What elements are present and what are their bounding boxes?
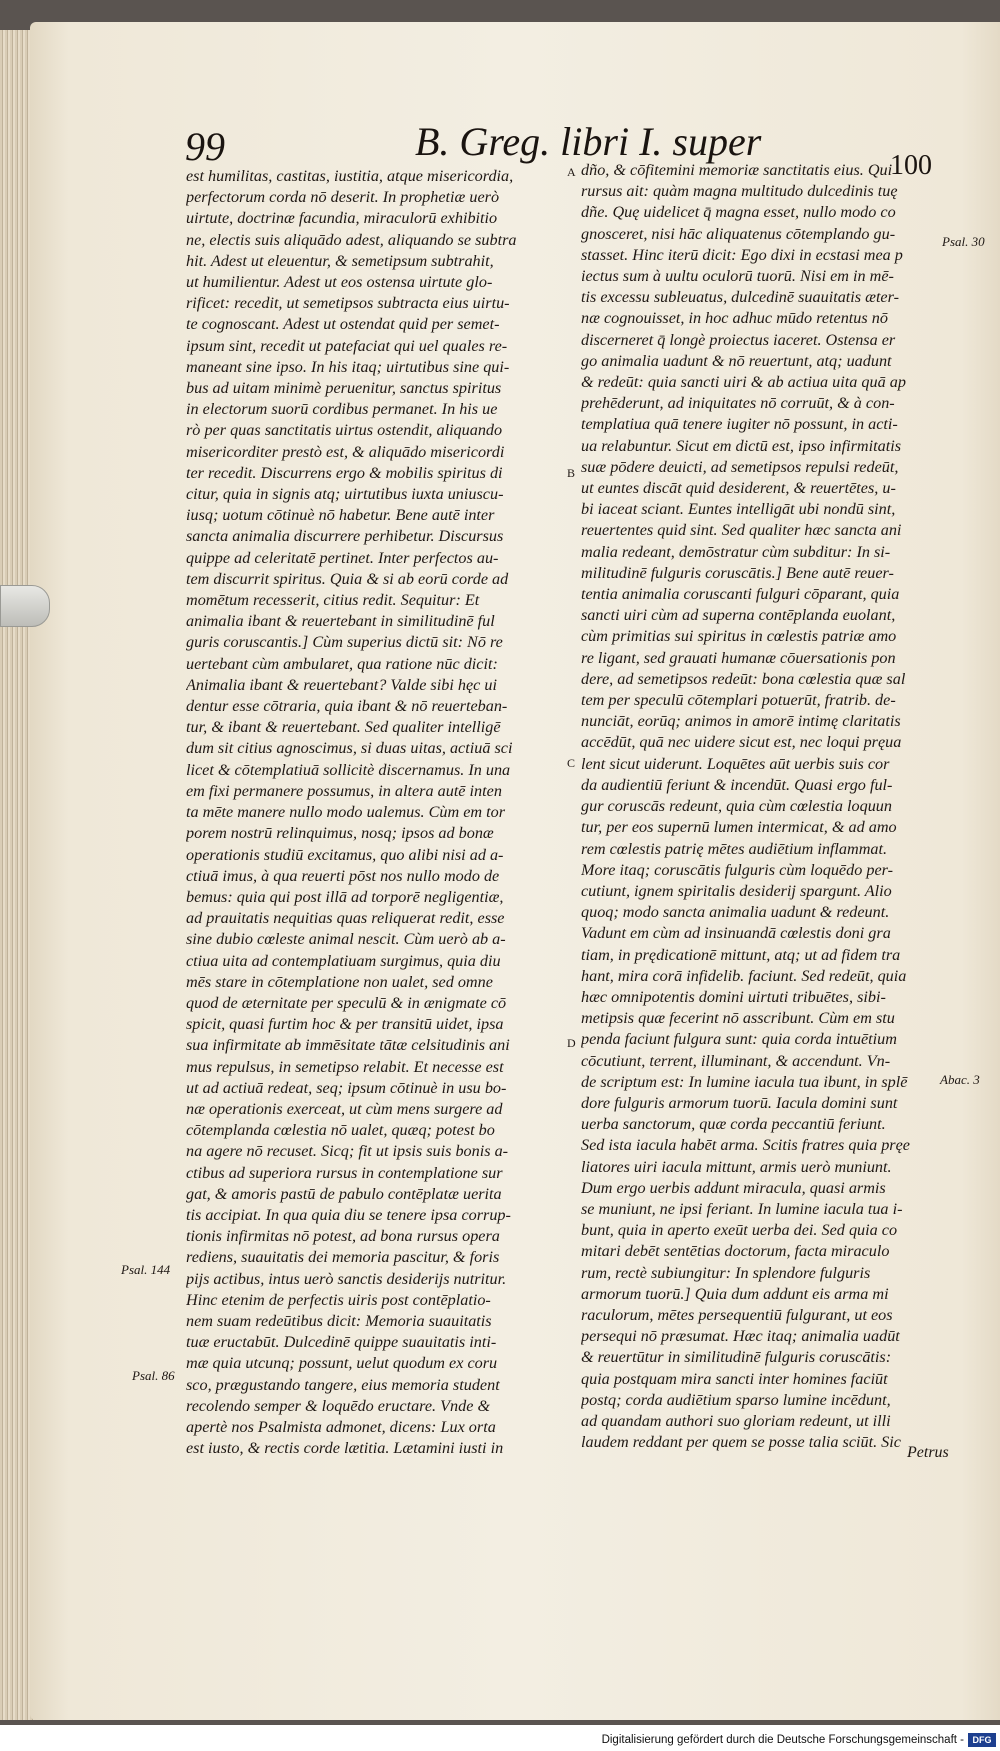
left-column-line: citur, quia in signis atq; uirtutibus iuxta uniuscu- — [186, 485, 504, 504]
right-column-line: dñe. Quę uidelicet q̄ magna esset, nullo modo co — [581, 203, 896, 222]
left-column-line: pijs actibus, intus uerò sanctis desiderijs nutritur. — [186, 1269, 507, 1288]
right-column-line: & redeūt: quia sancti uiri & ab actiua uita quā ap — [581, 373, 906, 392]
left-column-line: mæ quia utcunq; possunt, uelut quodum ex coru — [186, 1354, 498, 1373]
left-column-line: guris coruscantis.] Cùm superius dictū sit: Nō re — [186, 633, 503, 652]
left-column-line: ad prauitatis nequitias quas reliquerat redit, esse — [186, 909, 505, 928]
section-letter-d: D — [567, 1036, 576, 1050]
left-column-line: tionis infirmitas nō potest, ad bona rursus opera — [186, 1227, 500, 1246]
right-column-line: tiam, in prędicationē mittunt, atq; ut ad fidem tra — [581, 945, 901, 964]
left-column-line: sine dubio cœleste animal nescit. Cùm uerò ab a- — [186, 930, 506, 949]
right-column-line: malia redeant, demōstratur cùm subditur: In si- — [581, 542, 891, 561]
left-column-line: uirtute, doctrinæ facundia, miraculorū exhibitio — [186, 209, 498, 228]
right-column-line: go animalia uadunt & nō reuertunt, atq; uadunt — [581, 351, 892, 370]
right-column-line: templatiua quā tenere iugiter nō possunt, in acti- — [581, 415, 898, 434]
left-column-line: rò per quas sanctitatis uirtus ostendit, aliquando — [186, 421, 503, 440]
right-text-column — [581, 160, 937, 1453]
left-column-line: ut humilientur. Adest ut eos ostensa uirtute glo- — [186, 273, 493, 292]
right-column-line: sancti uiri cùm ad superna contēplanda euolant, — [581, 606, 896, 625]
left-column-line: uertebant cùm ambularet, qua ratione nūc dicit: — [186, 654, 498, 673]
right-column-line: More itaq; coruscātis fulguris cùm loquēdo per- — [581, 860, 893, 879]
left-column-line: spicit, quasi furtim hoc & per transitū uidet, ipsa — [186, 1015, 504, 1034]
left-column-line: in electorum suorū cordibus permanet. In his ue — [186, 400, 498, 419]
left-column-line: quod de æternitate per speculū & in ænigmate cō — [186, 993, 507, 1012]
right-column-line: lent sicut uiderunt. Loquētes aūt uerbis suis cor — [581, 754, 890, 773]
left-column-line: ut ad actiuā redeat, seq; ipsum cōtinuè in usu bo- — [186, 1078, 507, 1097]
section-letter-b: B — [567, 466, 576, 480]
right-column-line: ua relabuntur. Sicut em dictū est, ipso infirmitatis — [581, 436, 901, 455]
left-column-line: ne, electis suis aliquādo adest, aliquando se subtra — [186, 230, 517, 249]
left-column-line: rificet: recedit, ut semetipsos subtracta eius uirtu- — [186, 294, 510, 313]
right-column-line: cùm primitias sui spiritus in cœlestis patriæ amo — [581, 627, 897, 646]
right-column-line: laudem reddant per quem se posse talia sciūt. Sic — [581, 1433, 901, 1452]
margin-note-abac3: Abac. 3 — [940, 1072, 980, 1087]
left-column-line: tuæ eructabūt. Dulcedinē quippe suauitatis inti- — [186, 1333, 497, 1352]
section-letter-a: A — [567, 165, 576, 179]
left-column-line: tur, & ibant & reuertebant. Sed qualiter intelligē — [186, 718, 501, 737]
right-column-line: tis excessu subleuatus, dulcedinē suauitatis æter- — [581, 288, 899, 307]
right-column-line: gur coruscās redeunt, quia cùm cœlestia loquun — [581, 797, 892, 816]
right-column-line: persequi nō præsumat. Hæc itaq; animalia uadūt — [581, 1327, 900, 1346]
left-column-line: animalia ibant & reuertebant in similitudinē ful — [186, 612, 495, 631]
left-column-line: apertè nos Psalmista admonet, dicens: Lux orta — [186, 1417, 496, 1436]
right-column-line: cutiunt, ignem spiritalis desiderij spargunt. Alio — [581, 881, 892, 900]
right-column-line: uerba sanctorum, quæ corda peccantiū feriunt. — [581, 1115, 886, 1134]
left-column-line: maneant sine ipso. In his itaq; uirtutibus sine qui- — [186, 357, 510, 376]
left-column-line: rediens, suauitatis dei memoria pascitur, & foris — [186, 1248, 500, 1267]
right-column-line: quoq; modo sancta animalia uadunt & redeunt. — [581, 903, 890, 922]
right-column-line: dño, & cōfitemini memoriæ sanctitatis eius. Qui — [581, 161, 893, 179]
left-column-line: ter recedit. Discurrens ergo & mobilis spiritus di — [186, 463, 503, 482]
left-column-line: sua infirmitate ab immēsitate tātæ celsitudinis ani — [186, 1036, 510, 1055]
left-column-line: Animalia ibant & reuertebant? Valde sibi hęc ui — [186, 675, 497, 694]
right-column-line: bunt, quia in aperto exeūt uerba dei. Sed quia co — [581, 1221, 898, 1240]
right-column-line: ad quandam authori suo gloriam redeunt, ut illi — [581, 1411, 891, 1430]
catchword: Petrus — [907, 1444, 949, 1461]
left-column-line: næ operationis exerceat, ut cùm mens surgere ad — [186, 1099, 503, 1118]
right-column-line: re ligant, sed grauati humanæ cōuersationis pon — [581, 648, 896, 667]
left-column-line: nem suam redeūtibus dicit: Memoria suauitatis — [186, 1311, 492, 1330]
left-column-line: dum sit citius agnoscimus, si duas uitas, actiuā sci — [186, 739, 513, 758]
right-column-line: Sed ista iacula habēt arma. Scitis fratres quia pręe — [581, 1136, 910, 1155]
left-column-line: quippe ad celeritatē pertinet. Inter perfectos au- — [186, 548, 499, 567]
right-column-line: se muniunt, ne ipsi feriant. In lumine iacula tua i- — [581, 1199, 903, 1218]
left-column-line: recolendo semper & loquēdo eructare. Vnde & — [186, 1396, 491, 1415]
section-letter-c: C — [567, 756, 576, 770]
page-number-left: 99 — [185, 124, 225, 169]
right-column-line: hæc omnipotentis domini uirtuti tribuētes, sibi- — [581, 987, 886, 1006]
page-clip — [0, 585, 50, 627]
left-column-line: dentur esse cōtraria, quia ibant & nō reuerteban- — [186, 697, 508, 716]
right-column-line: militudinē fulguris coruscātis.] Bene autē reuer- — [581, 563, 894, 582]
right-column-line: Vadunt em cùm ad insinuandā cœlestis doni gra — [581, 924, 891, 943]
right-column-line: accēdūt, quā nec uidere sicut est, nec loqui pręua — [581, 733, 902, 752]
left-column-line: momētum recesserit, citius redit. Sequitur: Et — [186, 591, 480, 610]
left-column-line: em fixi permanere possumus, in altera autē inten — [186, 781, 502, 800]
dfg-logo: DFG — [968, 1733, 996, 1747]
left-column-line: Hinc etenim de perfectis uiris post contēplatio- — [186, 1290, 491, 1309]
left-column-line: porem nostrū relinquimus, nosq; ipsos ad bonæ — [186, 824, 494, 843]
left-column-line: tis accipiat. In qua quia diu se tenere ipsa corrup- — [186, 1205, 511, 1224]
right-column-line: ut euntes discāt quid desiderent, & reuertētes, u- — [581, 479, 896, 498]
right-column-line: rursus ait: quàm magna multitudo dulcedinis tuę — [581, 182, 898, 201]
right-column-line: tur, per eos supernū lumen intermicat, & ad amo — [581, 818, 897, 837]
left-column-line: licet & cōtemplatiuā sollicitè discernamus. In una — [186, 760, 511, 779]
right-column-line: penda faciunt fulgura sunt: quia corda intuētium — [581, 1030, 897, 1049]
left-column-line: est humilitas, castitas, iustitia, atque misericordia, — [186, 167, 514, 185]
right-column-line: tentia animalia coruscanti fulguri cōparant, quia — [581, 585, 900, 604]
left-column-line: perfectorum corda nō deserit. In prophetiæ uerò — [186, 188, 500, 207]
left-column-line: mēs stare in cōtemplatione non ualet, sed omne — [186, 972, 493, 991]
right-column-line: mitari debēt sentētias doctorum, facta miraculo — [581, 1242, 890, 1261]
left-column-line: hit. Adest ut eleuentur, & semetipsum subtrahit, — [186, 251, 494, 270]
left-column-line: misericorditer prestò est, & aliquādo misericordi — [186, 442, 505, 461]
digitization-footer — [0, 1731, 1000, 1751]
left-column-line: bus ad uitam minimè peruenitur, sanctus spiritus — [186, 379, 502, 398]
margin-note-psal86: Psal. 86 — [132, 1368, 175, 1383]
right-column-line: rum, rectè subiungitur: In splendore fulguris — [581, 1263, 871, 1282]
right-column-line: postq; corda audiētium sparso lumine incēdunt, — [581, 1390, 891, 1409]
right-column-line: & reuertūtur in similitudinē fulguris coruscātis: — [581, 1348, 892, 1367]
right-column-line: raculorum, mētes persequentiū fulgurant, ut eos — [581, 1305, 893, 1324]
margin-note-psal144: Psal. 144 — [121, 1262, 171, 1277]
left-column-line: est iusto, & rectis corde lætitia. Lætamini iusti in — [186, 1439, 504, 1458]
left-column-line: ctibus ad superiora rursus in contemplatione sur — [186, 1163, 503, 1182]
right-column-line: quia postquam mira sancti inter homines faciūt — [581, 1369, 888, 1388]
right-column-line: armorum tuorū.] Quia dum addunt eis arma mi — [581, 1284, 889, 1303]
right-column-line: metipsis quæ fecerint nō asscribunt. Cùm em stu — [581, 1009, 895, 1028]
left-column-line: bemus: quia qui post illā ad torporē negligentiæ, — [186, 887, 504, 906]
left-column-line: tem discurrit spiritus. Quia & si ab eorū corde ad — [186, 569, 509, 588]
right-column-line: suæ pōdere deuicti, ad semetipsos repulsi redeūt, — [581, 457, 899, 476]
footer-text: Digitalisierung gefördert durch die Deutsche Forschungsgemeinschaft - — [601, 1734, 964, 1746]
right-column-line: liatores uiri iacula mittunt, armis uerò muniunt. — [581, 1157, 892, 1176]
right-column-line: hant, mira corā infidelib. faciunt. Sed redeūt, quia — [581, 966, 907, 985]
left-column-line: ta mēte manere nullo modo ualemus. Cùm em tor — [186, 803, 506, 822]
left-column-line: sco, prægustando tangere, eius memoria student — [186, 1375, 500, 1394]
right-column-line: tem per speculū cōtemplari potuerūt, fratrib. de- — [581, 691, 896, 710]
left-column-line: operationis studiū excitamus, quo alibi nisi ad a- — [186, 845, 504, 864]
left-column-line: ipsum sint, recedit ut patefaciat qui uel quales re- — [186, 336, 508, 355]
left-column-line: te cognoscant. Adest ut ostendat quid per semet- — [186, 315, 500, 334]
right-column-line: reuertentes quid sint. Sed qualiter hæc sancta ani — [581, 521, 902, 540]
page-number-right: 100 — [890, 150, 932, 181]
running-head: B. Greg. libri I. super — [415, 119, 762, 164]
left-column-line: mus repulsus, in semetipso relabit. Et necesse est — [186, 1057, 504, 1076]
left-column-line: iusq; uotum cōtinuè nō habetur. Bene autē inter — [186, 506, 495, 525]
left-column-line: na agere nō recuset. Sicq; fit ut ipsis suis bonis a- — [186, 1142, 509, 1161]
right-column-line: bi iaceat sciant. Euntes intelligāt ubi nondū sint, — [581, 500, 896, 519]
right-column-line: discerneret q̄ longè proiectus iaceret. Ostensa er — [581, 330, 896, 349]
left-column-line: sancta animalia discurrere perhibetur. Discursus — [186, 527, 504, 546]
left-column-line: gat, & amoris pastū de pabulo contēplatæ uerita — [186, 1184, 502, 1203]
right-column-line: iectus sum à uultu oculorū tuorū. Nisi em in mē- — [581, 267, 894, 286]
left-column-line: ctiuā imus, à qua reuerti pōst nos nullo modo de — [186, 866, 500, 885]
left-column-line: cōtemplanda cœlestia nō ualet, quæq; potest bo — [186, 1121, 495, 1140]
left-column-line: ctiua uita ad contemplatiuam surgimus, quia diu — [186, 951, 501, 970]
right-column-line: rem cœlestis patrię mētes audiētium inflammat. — [581, 839, 888, 858]
right-column-line: nunciāt, eorūq; animos in amorē intimę claritatis — [581, 712, 901, 731]
right-column-line: da audientiū feriunt & incendūt. Quasi ergo ful- — [581, 775, 893, 794]
right-column-line: cōcutiunt, terrent, illuminant, & accendunt. Vn- — [581, 1051, 891, 1070]
right-column-line: næ cognouisset, in hoc adhuc mūdo retentus nō — [581, 309, 888, 328]
right-column-line: de scriptum est: In lumine iacula tua ibunt, in splē — [581, 1072, 908, 1091]
right-column-line: prehēderunt, ad iniquitates nō corruūt, & à con- — [581, 394, 895, 413]
right-column-line: dere, ad semetipsos redeūt: bona cœlestia quæ sal — [581, 669, 906, 688]
left-text-column — [186, 166, 568, 1459]
right-column-line: stasset. Hinc iterū dicit: Ego dixi in ecstasi mea p — [581, 245, 903, 264]
right-column-line: dore fulguris armorum tuorū. Iacula domini sunt — [581, 1093, 898, 1112]
right-column-line: gnosceret, nisi hāc aliquatenus cōtemplando gu- — [581, 224, 896, 243]
margin-note-psal30: Psal. 30 — [942, 234, 985, 249]
right-column-line: Dum ergo uerbis addunt miracula, quasi armis — [581, 1178, 886, 1197]
